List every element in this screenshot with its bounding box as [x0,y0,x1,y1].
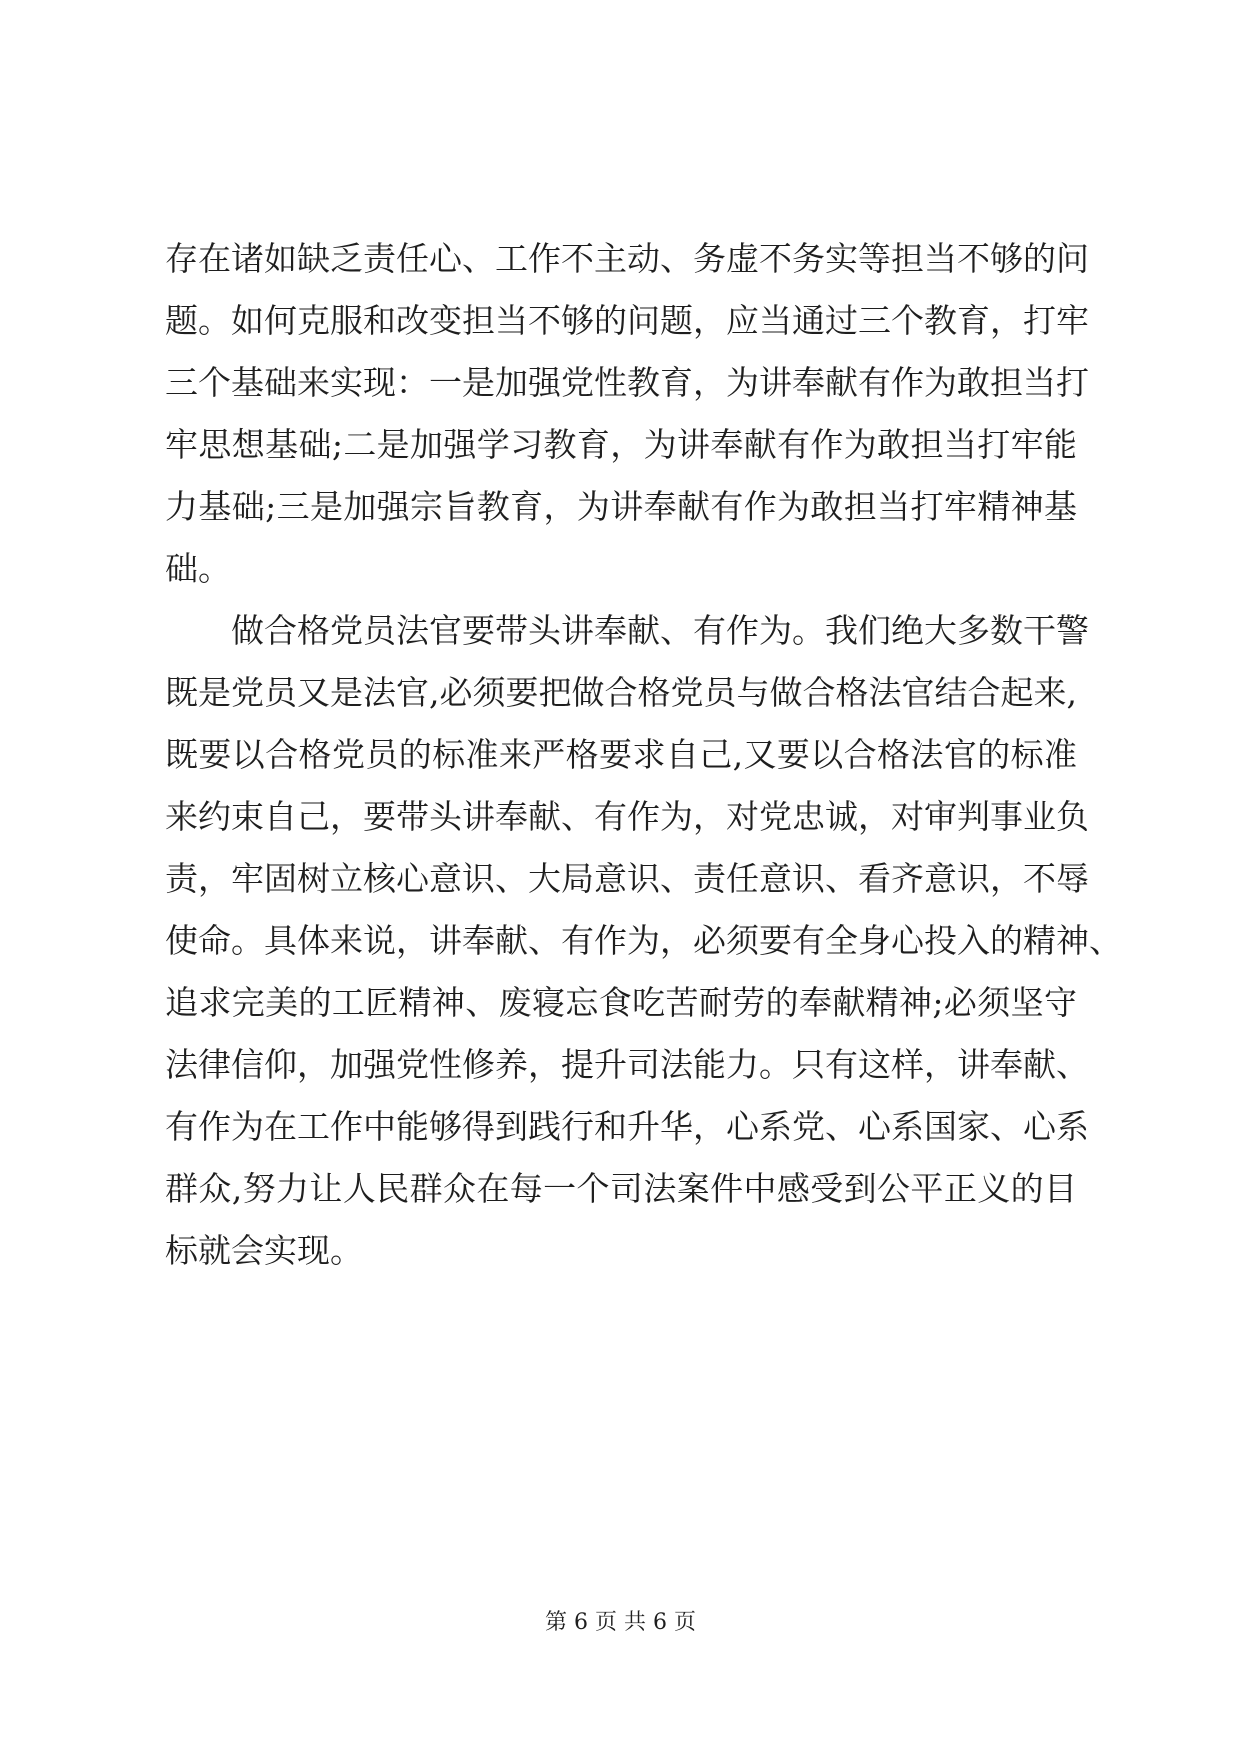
paragraph-2-line-8: 法律信仰，加强党性修养，提升司法能力。只有这样，讲奉献、 [165,1045,1089,1084]
paragraph-2-line-10: 群众,努力让人民群众在每一个司法案件中感受到公平正义的目 [165,1169,1077,1208]
paragraph-1-line-2: 题。如何克服和改变担当不够的问题，应当通过三个教育，打牢 [165,301,1089,340]
paragraph-1-line-3: 三个基础来实现：一是加强党性教育，为讲奉献有作为敢担当打 [165,363,1089,402]
paragraph-2-line-9: 有作为在工作中能够得到践行和升华，心系党、心系国家、心系 [165,1107,1089,1146]
paragraph-1-line-5: 力基础;三是加强宗旨教育，为讲奉献有作为敢担当打牢精神基 [165,487,1077,526]
document-body [165,228,1122,1282]
paragraph-1-line-1: 存在诸如缺乏责任心、工作不主动、务虚不务实等担当不够的问 [165,239,1089,278]
paragraph-2-line-5: 责，牢固树立核心意识、大局意识、责任意识、看齐意识，不辱 [165,859,1089,898]
paragraph-2-line-6: 使命。具体来说，讲奉献、有作为，必须要有全身心投入的精神、 [165,921,1122,960]
paragraph-2-line-3: 既要以合格党员的标准来严格要求自己,又要以合格法官的标准 [165,735,1077,774]
paragraph-2-line-1: 做合格党员法官要带头讲奉献、有作为。我们绝大多数干警 [231,611,1089,650]
paragraph-2-line-11: 标就会实现。 [165,1231,363,1270]
paragraph-1-line-6: 础。 [165,549,231,588]
paragraph-2-line-7: 追求完美的工匠精神、废寝忘食吃苦耐劳的奉献精神;必须坚守 [165,983,1077,1022]
page-number-footer: 第 6 页 共 6 页 [545,1610,696,1635]
paragraph-1-line-4: 牢思想基础;二是加强学习教育，为讲奉献有作为敢担当打牢能 [165,425,1077,464]
paragraph-2-line-4: 来约束自己，要带头讲奉献、有作为，对党忠诚，对审判事业负 [165,797,1089,836]
paragraph-2-line-2: 既是党员又是法官,必须要把做合格党员与做合格法官结合起来, [165,673,1077,712]
